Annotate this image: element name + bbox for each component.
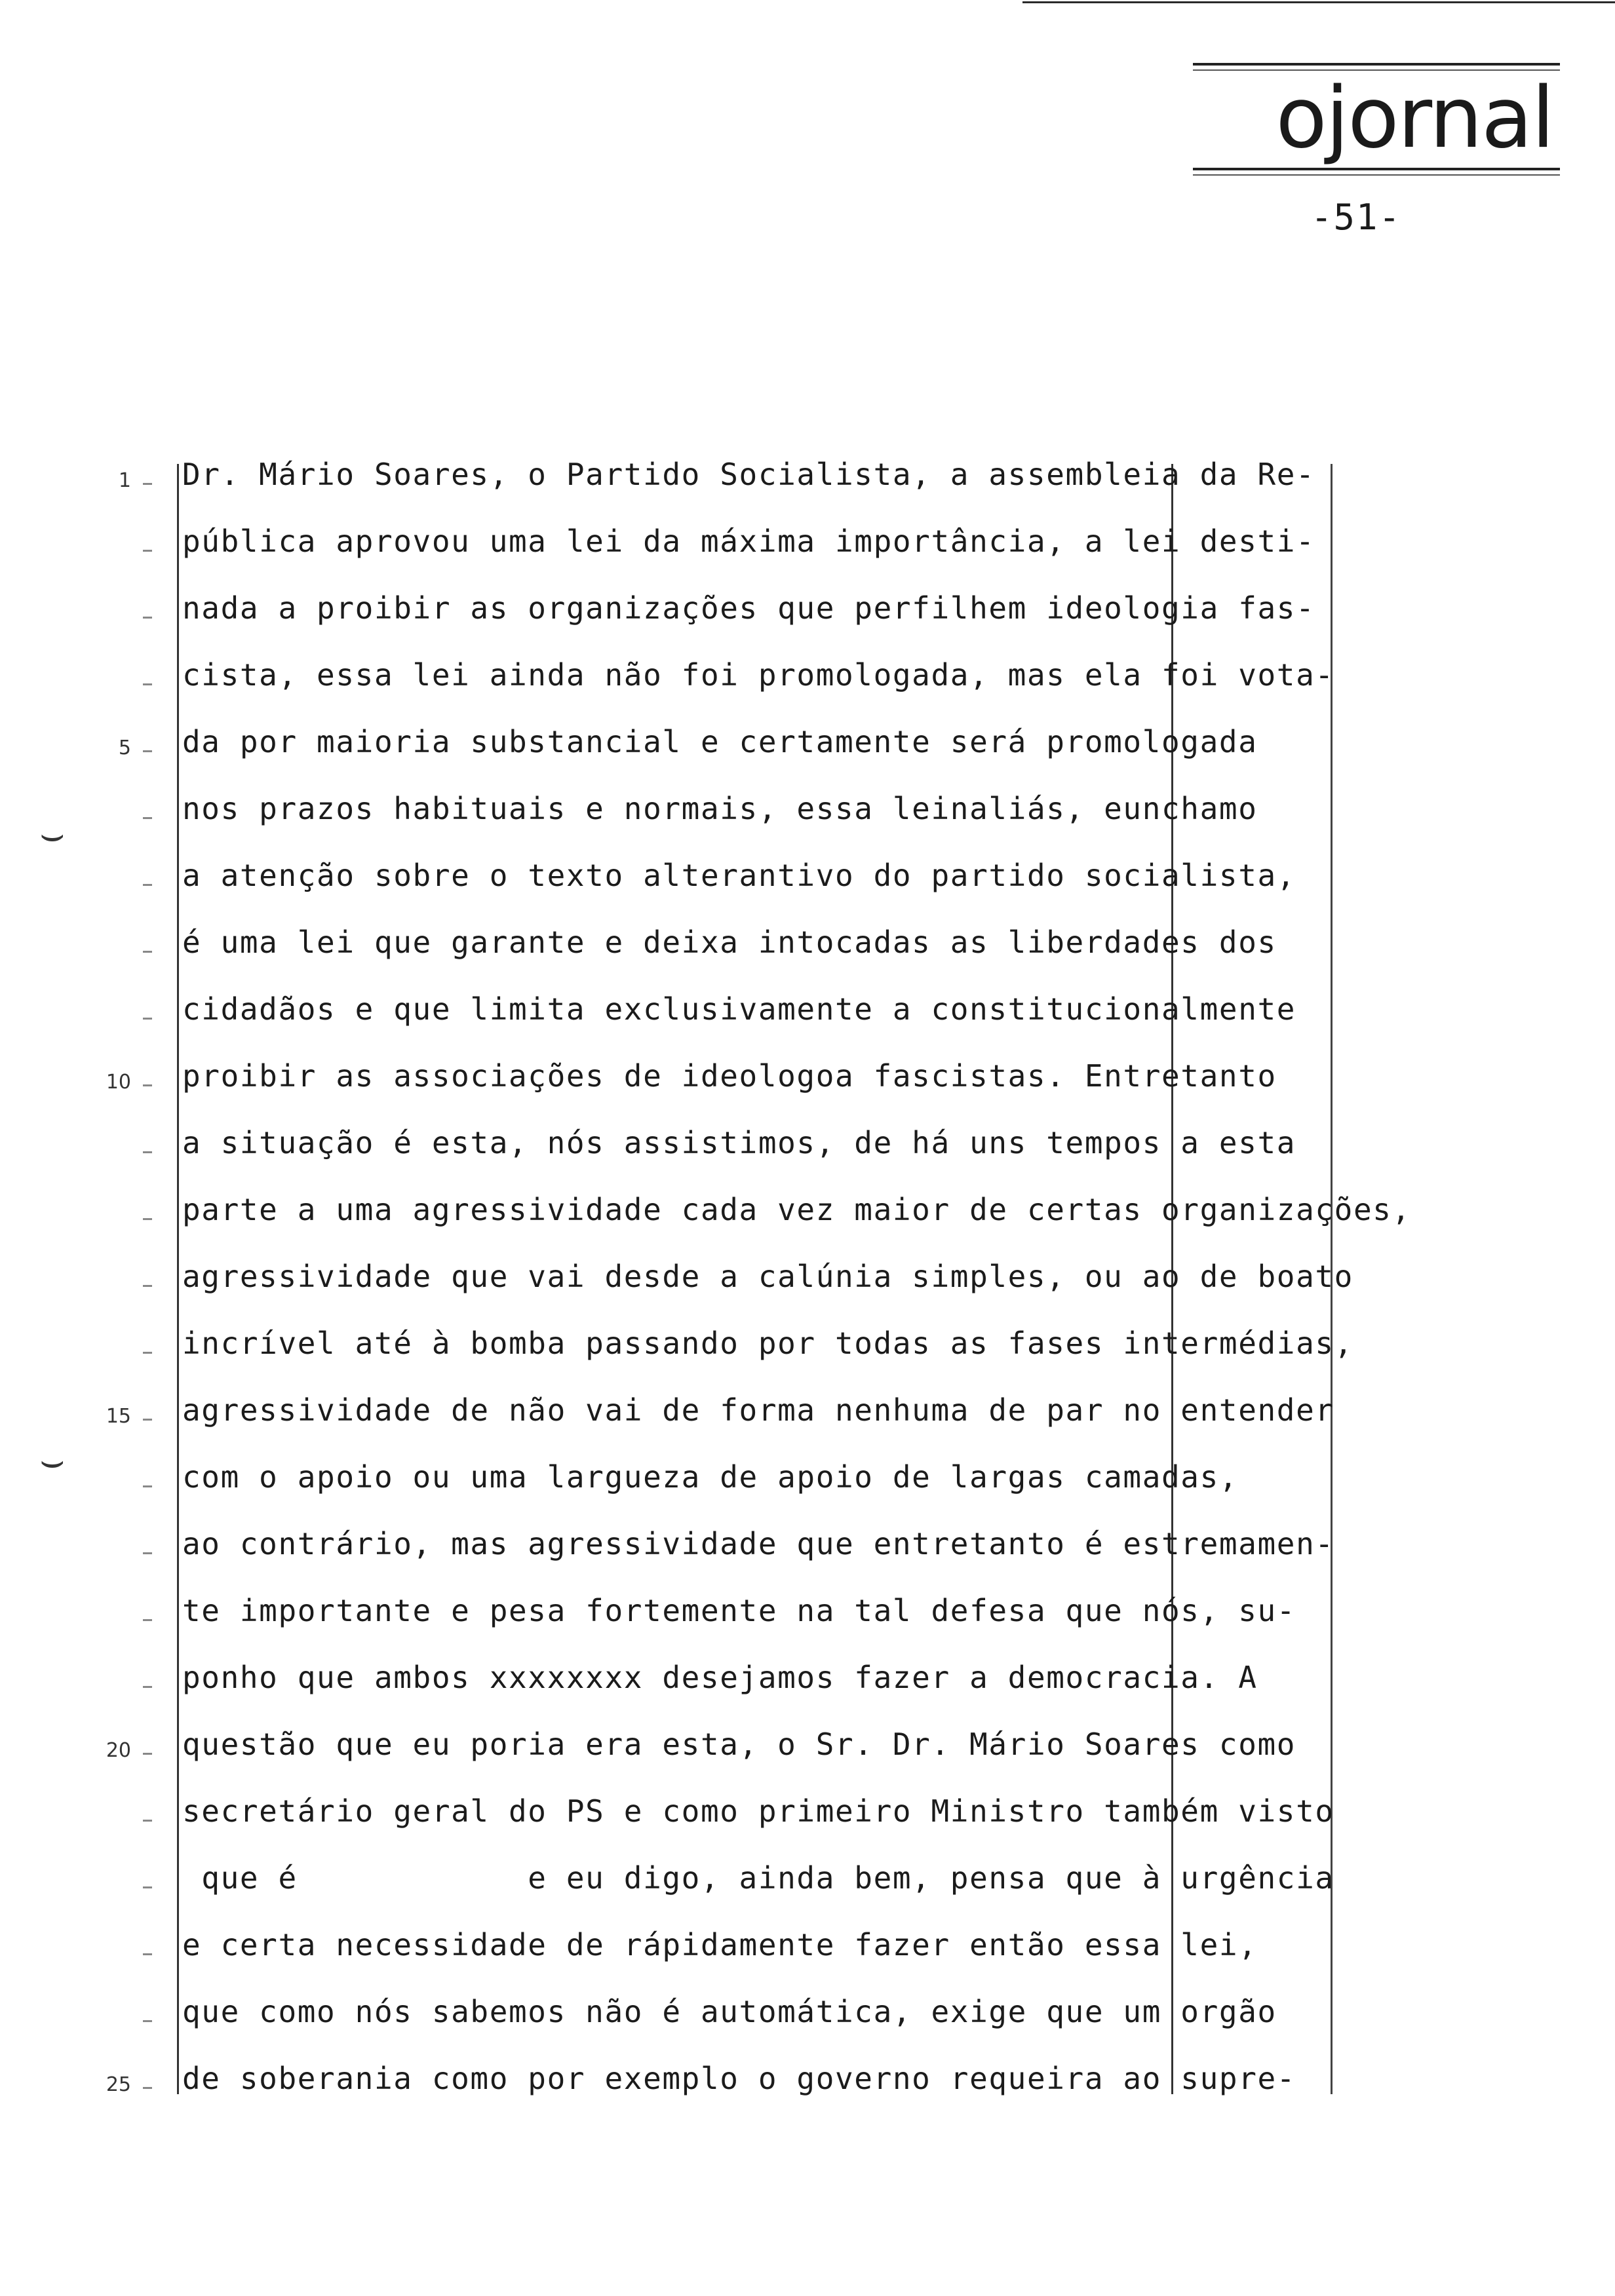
left-column-rule — [177, 464, 179, 2094]
transcript-line-25: de soberania como por exemplo o governo requeira ao supre- — [182, 2061, 1296, 2096]
transcript-line-3: nada a proibir as organizações que perfilhem ideologia fas- — [182, 590, 1315, 626]
page-number: -51- — [1311, 197, 1402, 238]
margin-tick — [143, 683, 152, 685]
transcript-line-9: cidadãos e que limita exclusivamente a constitucionalmente — [182, 991, 1296, 1027]
margin-fold-mark: ⌣ — [39, 1438, 66, 1483]
margin-tick — [143, 1753, 152, 1755]
margin-tick — [143, 1886, 152, 1888]
margin-tick — [143, 1018, 152, 1020]
margin-tick — [143, 1619, 152, 1621]
margin-tick — [143, 1151, 152, 1153]
transcript-line-17: ao contrário, mas agressividade que entretanto é estremamen- — [182, 1526, 1334, 1561]
transcript-line-10: proibir as associações de ideologoa fascistas. Entretanto — [182, 1058, 1277, 1094]
margin-tick — [143, 1352, 152, 1354]
margin-tick — [143, 1820, 152, 1822]
margin-tick — [143, 817, 152, 819]
masthead — [1193, 63, 1560, 178]
transcript-line-18: te importante e pesa fortemente na tal defesa que nós, su- — [182, 1593, 1296, 1628]
margin-tick — [143, 750, 152, 752]
masthead-top-rule — [1193, 63, 1560, 66]
transcript-line-7: a atenção sobre o texto alterantivo do partido socialista, — [182, 858, 1296, 893]
transcript-line-21: secretário geral do PS e como primeiro Ministro também visto — [182, 1793, 1334, 1829]
margin-tick — [143, 1218, 152, 1220]
margin-tick — [143, 1686, 152, 1688]
transcript-line-12: parte a uma agressividade cada vez maior de certas organizações, — [182, 1192, 1411, 1227]
margin-tick — [143, 1285, 152, 1287]
transcript-line-6: nos prazos habituais e normais, essa leinaliás, eunchamo — [182, 791, 1258, 826]
line-number-25: 25 — [106, 2073, 131, 2096]
line-number-10: 10 — [106, 1071, 131, 1094]
transcript-line-8: é uma lei que garante e deixa intocadas as liberdades dos — [182, 925, 1277, 960]
margin-tick — [143, 884, 152, 886]
masthead-bottom-rule — [1193, 168, 1560, 170]
top-edge-rule — [1022, 1, 1615, 3]
margin-tick — [143, 951, 152, 953]
transcript-line-5: da por maioria substancial e certamente será promologada — [182, 724, 1258, 759]
transcript-line-19: ponho que ambos xxxxxxxx desejamos fazer a democracia. A — [182, 1660, 1258, 1695]
margin-tick — [143, 2020, 152, 2022]
publication-logo: ojornal — [1275, 69, 1553, 167]
margin-tick — [143, 1084, 152, 1086]
line-number-20: 20 — [106, 1739, 131, 1762]
transcript-line-13: agressividade que vai desde a calúnia simples, ou ao de boato — [182, 1259, 1353, 1294]
margin-tick — [143, 483, 152, 485]
margin-tick — [143, 550, 152, 552]
transcript-line-14: incrível até à bomba passando por todas as fases intermédias, — [182, 1326, 1353, 1361]
margin-tick — [143, 2087, 152, 2089]
line-number-1: 1 — [118, 469, 131, 492]
margin-tick — [143, 1953, 152, 1955]
transcript-line-11: a situação é esta, nós assistimos, de há uns tempos a esta — [182, 1125, 1296, 1160]
margin-tick — [143, 1485, 152, 1487]
transcript-line-1: Dr. Mário Soares, o Partido Socialista, a assembleia da Re- — [182, 457, 1315, 492]
margin-tick — [143, 1552, 152, 1554]
transcript-line-24: que como nós sabemos não é automática, exige que um orgão — [182, 1994, 1277, 2029]
transcript-line-20: questão que eu poria era esta, o Sr. Dr. Mário Soares como — [182, 1727, 1296, 1762]
transcript-line-23: e certa necessidade de rápidamente fazer então essa lei, — [182, 1927, 1258, 1962]
line-number-5: 5 — [118, 737, 131, 759]
margin-fold-mark: ⌣ — [39, 811, 66, 857]
transcript-line-15: agressividade de não vai de forma nenhuma de par no entender — [182, 1392, 1334, 1428]
margin-tick — [143, 1419, 152, 1421]
transcript-line-16: com o apoio ou uma largueza de apoio de largas camadas, — [182, 1459, 1239, 1495]
transcript-line-22: que é e eu digo, ainda bem, pensa que à urgência — [182, 1860, 1334, 1896]
margin-tick — [143, 617, 152, 619]
transcript-line-2: pública aprovou uma lei da máxima importância, a lei desti- — [182, 524, 1315, 559]
line-number-15: 15 — [106, 1405, 131, 1428]
transcript-line-4: cista, essa lei ainda não foi promologada, mas ela foi vota- — [182, 657, 1334, 693]
masthead-bottom-rule-thin — [1193, 174, 1560, 176]
